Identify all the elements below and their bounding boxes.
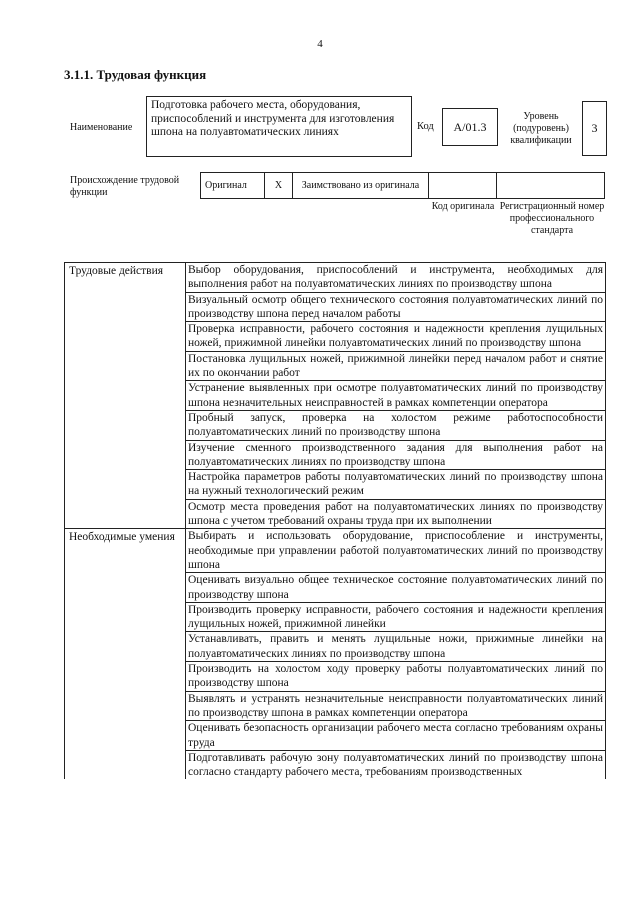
code-value: A/01.3 (442, 108, 498, 146)
reg-number-cell (497, 173, 605, 199)
section-item: Изучение сменного производственного задания для выполнения работ на полуавтоматических линиях по производству шпона (186, 440, 606, 470)
section-item: Проверка исправности, рабочего состояния и надежности крепления лущильных ножей, прижимной линейки полуавтоматических линий по производству шпона (186, 322, 606, 352)
section-title: 3.1.1. Трудовая функция (64, 67, 207, 82)
name-label: Наименование (70, 122, 133, 133)
section-item: Устанавливать, править и менять лущильные ножи, прижимные линейки на полуавтоматических линиях по производству шпона (186, 632, 606, 662)
section-item: Настройка параметров работы полуавтоматических линий по производству шпона на нужный технологический режим (186, 470, 606, 500)
table-row (65, 529, 606, 573)
code-original-caption: Код оригинала (431, 201, 495, 212)
reg-number-caption: Регистрационный номер профессионального стандарта (499, 201, 605, 236)
section-item: Производить на холостом ходу проверку работы полуавтоматических линий по производству шпона (186, 662, 606, 692)
section-category: Необходимые умения (65, 529, 186, 780)
section-item: Оценивать визуально общее техническое состояние полуавтоматических линий по производству шпона (186, 573, 606, 603)
section-item: Визуальный осмотр общего технического состояния полуавтоматических линий по производству шпона перед началом работы (186, 292, 606, 322)
section-item: Пробный запуск, проверка на холостом режиме работоспособности полуавтоматических линий по производству шпона (186, 410, 606, 440)
function-table (64, 262, 606, 779)
table-row (65, 263, 606, 293)
origin-table (200, 172, 605, 199)
name-value: Подготовка рабочего места, оборудования, приспособлений и инструмента для изготовления шпона на полуавтоматических линиях (146, 96, 412, 157)
origin-label: Происхождение трудовой функции (70, 175, 180, 198)
section-item: Выявлять и устранять незначительные неисправности полуавтоматических линий по производству шпона в рамках компетенции оператора (186, 691, 606, 721)
original-label: Оригинал (201, 173, 265, 199)
section-item: Подготавливать рабочую зону полуавтоматических линий по производству шпона согласно стандарту рабочего места, требованиям производственных (186, 750, 606, 779)
section-category: Трудовые действия (65, 263, 186, 529)
code-original-cell (429, 173, 497, 199)
section-item: Постановка лущильных ножей, прижимной линейки перед началом работ и снятие их по окончании работ (186, 351, 606, 381)
borrowed-label: Заимствовано из оригинала (293, 173, 429, 199)
page-number: 4 (317, 38, 323, 50)
section-item: Оценивать безопасность организации рабочего места согласно требованиям охраны труда (186, 721, 606, 751)
section-item: Устранение выявленных при осмотре полуавтоматических линий по производству шпона незначительных неисправностей в рамках компетенции оператора (186, 381, 606, 411)
section-item: Производить проверку исправности, рабочего состояния и надежности крепления лущильных ножей, прижимной линейки (186, 602, 606, 632)
code-label: Код (417, 121, 434, 132)
section-item: Выбор оборудования, приспособлений и инструмента, необходимых для выполнения работ на полуавтоматических линиях по производству шпона (186, 263, 606, 293)
level-label: Уровень (подуровень) квалификации (510, 111, 572, 146)
level-value: 3 (582, 101, 607, 156)
original-mark: X (265, 173, 293, 199)
section-item: Осмотр места проведения работ на полуавтоматических линиях по производству шпона с учетом требований охраны труда при их выполнении (186, 499, 606, 529)
section-item: Выбирать и использовать оборудование, приспособление и инструменты, необходимые при управлении работой полуавтоматических линий по производству шпона (186, 529, 606, 573)
